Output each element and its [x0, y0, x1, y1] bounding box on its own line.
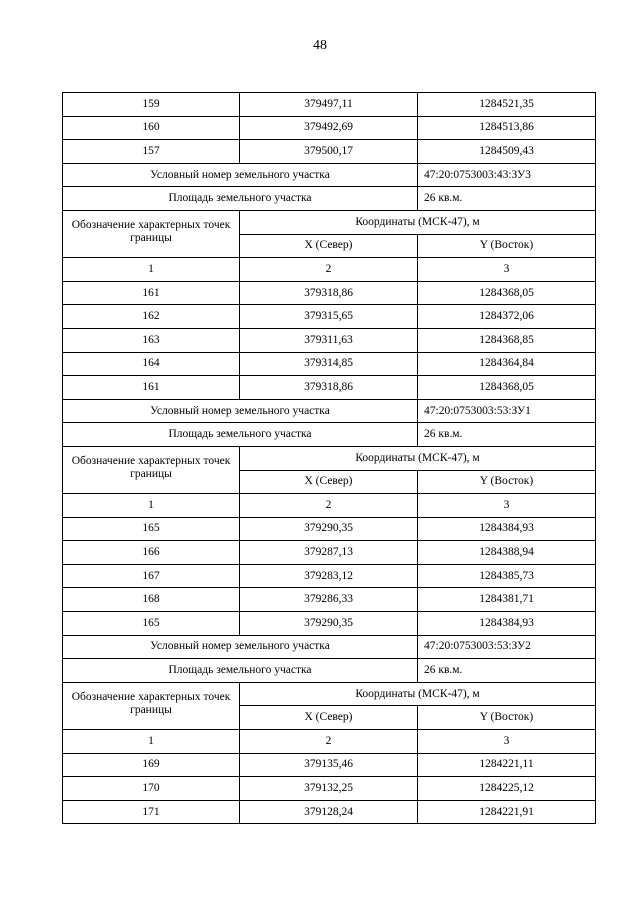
point-cell: 170 — [63, 777, 240, 801]
point-cell: 160 — [63, 116, 240, 140]
column-number-3: 3 — [418, 258, 596, 282]
point-designation-header — [63, 210, 240, 257]
x-coordinate-cell: 379287,13 — [240, 541, 418, 565]
point-designation-header-text: Обозначение характерных точек границы — [71, 219, 231, 245]
y-coordinate-cell: 1284513,86 — [418, 116, 596, 140]
parcel-number-label: Условный номер земельного участка — [63, 635, 418, 659]
x-coordinate-cell: 379500,17 — [240, 140, 418, 164]
y-coordinate-cell: 1284384,93 — [418, 517, 596, 541]
x-coordinate-cell: 379290,35 — [240, 612, 418, 636]
table-row — [63, 564, 596, 588]
x-coordinate-cell: 379128,24 — [240, 800, 418, 824]
point-cell: 161 — [63, 281, 240, 305]
parcel-area-value: 26 кв.м. — [418, 659, 596, 683]
table-row — [63, 753, 596, 777]
point-cell: 165 — [63, 517, 240, 541]
point-designation-header — [63, 682, 240, 729]
column-number-1: 1 — [63, 494, 240, 518]
table-row — [63, 588, 596, 612]
column-number-row — [63, 494, 596, 518]
parcel-area-label: Площадь земельного участка — [63, 423, 418, 447]
point-cell: 162 — [63, 305, 240, 329]
x-coordinate-cell: 379492,69 — [240, 116, 418, 140]
y-coordinate-cell: 1284364,84 — [418, 352, 596, 376]
table-row — [63, 800, 596, 824]
parcel-area-value: 26 кв.м. — [418, 423, 596, 447]
x-coordinate-cell: 379283,12 — [240, 564, 418, 588]
y-coordinate-cell: 1284384,93 — [418, 612, 596, 636]
y-coordinate-cell: 1284225,12 — [418, 777, 596, 801]
y-coordinate-cell: 1284221,91 — [418, 800, 596, 824]
page-number: 48 — [313, 38, 327, 53]
column-number-row — [63, 258, 596, 282]
column-number-2: 2 — [240, 258, 418, 282]
column-number-1: 1 — [63, 730, 240, 754]
header-row — [63, 682, 596, 706]
point-cell: 164 — [63, 352, 240, 376]
y-east-header: Y (Восток) — [418, 234, 596, 258]
column-number-3: 3 — [418, 494, 596, 518]
column-number-2: 2 — [240, 494, 418, 518]
parcel-area-label: Площадь земельного участка — [63, 659, 418, 683]
parcel-number-value: 47:20:0753003:53:ЗУ1 — [418, 399, 596, 423]
point-designation-header-text: Обозначение характерных точек границы — [71, 455, 231, 480]
point-cell: 163 — [63, 328, 240, 352]
parcel-area-row — [63, 187, 596, 211]
x-coordinate-cell: 379290,35 — [240, 517, 418, 541]
header-row — [63, 210, 596, 234]
parcel-area-value: 26 кв.м. — [418, 187, 596, 211]
coordinates-header: Координаты (МСК-47), м — [240, 446, 596, 470]
y-coordinate-cell: 1284372,06 — [418, 305, 596, 329]
point-cell: 165 — [63, 612, 240, 636]
table-row — [63, 352, 596, 376]
column-number-row — [63, 730, 596, 754]
table-row — [63, 777, 596, 801]
x-north-header: X (Север) — [240, 234, 418, 258]
x-coordinate-cell: 379318,86 — [240, 281, 418, 305]
table-row — [63, 612, 596, 636]
y-coordinate-cell: 1284368,85 — [418, 328, 596, 352]
point-cell: 157 — [63, 140, 240, 164]
column-number-1: 1 — [63, 258, 240, 282]
y-coordinate-cell: 1284381,71 — [418, 588, 596, 612]
table-row — [63, 305, 596, 329]
parcel-area-row — [63, 423, 596, 447]
coordinates-table — [62, 92, 596, 824]
parcel-number-value: 47:20:0753003:53:ЗУ2 — [418, 635, 596, 659]
table-row — [63, 376, 596, 400]
y-east-header: Y (Восток) — [418, 706, 596, 730]
parcel-number-row — [63, 635, 596, 659]
table-row — [63, 93, 596, 117]
table-row — [63, 328, 596, 352]
coordinates-table-wrapper — [62, 92, 596, 824]
x-coordinate-cell: 379132,25 — [240, 777, 418, 801]
y-coordinate-cell: 1284368,05 — [418, 376, 596, 400]
x-coordinate-cell: 379314,85 — [240, 352, 418, 376]
x-coordinate-cell: 379286,33 — [240, 588, 418, 612]
x-coordinate-cell: 379497,11 — [240, 93, 418, 117]
parcel-number-value: 47:20:0753003:43:ЗУ3 — [418, 163, 596, 187]
point-cell: 161 — [63, 376, 240, 400]
column-number-3: 3 — [418, 730, 596, 754]
table-row — [63, 281, 596, 305]
x-coordinate-cell: 379135,46 — [240, 753, 418, 777]
parcel-area-row — [63, 659, 596, 683]
x-coordinate-cell: 379318,86 — [240, 376, 418, 400]
table-row — [63, 517, 596, 541]
y-east-header: Y (Восток) — [418, 470, 596, 494]
point-cell: 169 — [63, 753, 240, 777]
parcel-number-label: Условный номер земельного участка — [63, 399, 418, 423]
point-cell: 167 — [63, 564, 240, 588]
y-coordinate-cell: 1284221,11 — [418, 753, 596, 777]
y-coordinate-cell: 1284388,94 — [418, 541, 596, 565]
y-coordinate-cell: 1284368,05 — [418, 281, 596, 305]
x-north-header: X (Север) — [240, 470, 418, 494]
x-north-header: X (Север) — [240, 706, 418, 730]
point-cell: 166 — [63, 541, 240, 565]
parcel-number-label: Условный номер земельного участка — [63, 163, 418, 187]
coordinates-header: Координаты (МСК-47), м — [240, 682, 596, 706]
parcel-number-row — [63, 399, 596, 423]
coordinates-header: Координаты (МСК-47), м — [240, 210, 596, 234]
parcel-area-label: Площадь земельного участка — [63, 187, 418, 211]
header-row — [63, 446, 596, 470]
point-cell: 168 — [63, 588, 240, 612]
table-row — [63, 541, 596, 565]
y-coordinate-cell: 1284509,43 — [418, 140, 596, 164]
x-coordinate-cell: 379315,65 — [240, 305, 418, 329]
point-cell: 159 — [63, 93, 240, 117]
table-row — [63, 116, 596, 140]
parcel-number-row — [63, 163, 596, 187]
point-designation-header — [63, 446, 240, 493]
point-designation-header-text: Обозначение характерных точек границы — [71, 690, 231, 716]
column-number-2: 2 — [240, 730, 418, 754]
point-cell: 171 — [63, 800, 240, 824]
y-coordinate-cell: 1284521,35 — [418, 93, 596, 117]
table-row — [63, 140, 596, 164]
y-coordinate-cell: 1284385,73 — [418, 564, 596, 588]
x-coordinate-cell: 379311,63 — [240, 328, 418, 352]
